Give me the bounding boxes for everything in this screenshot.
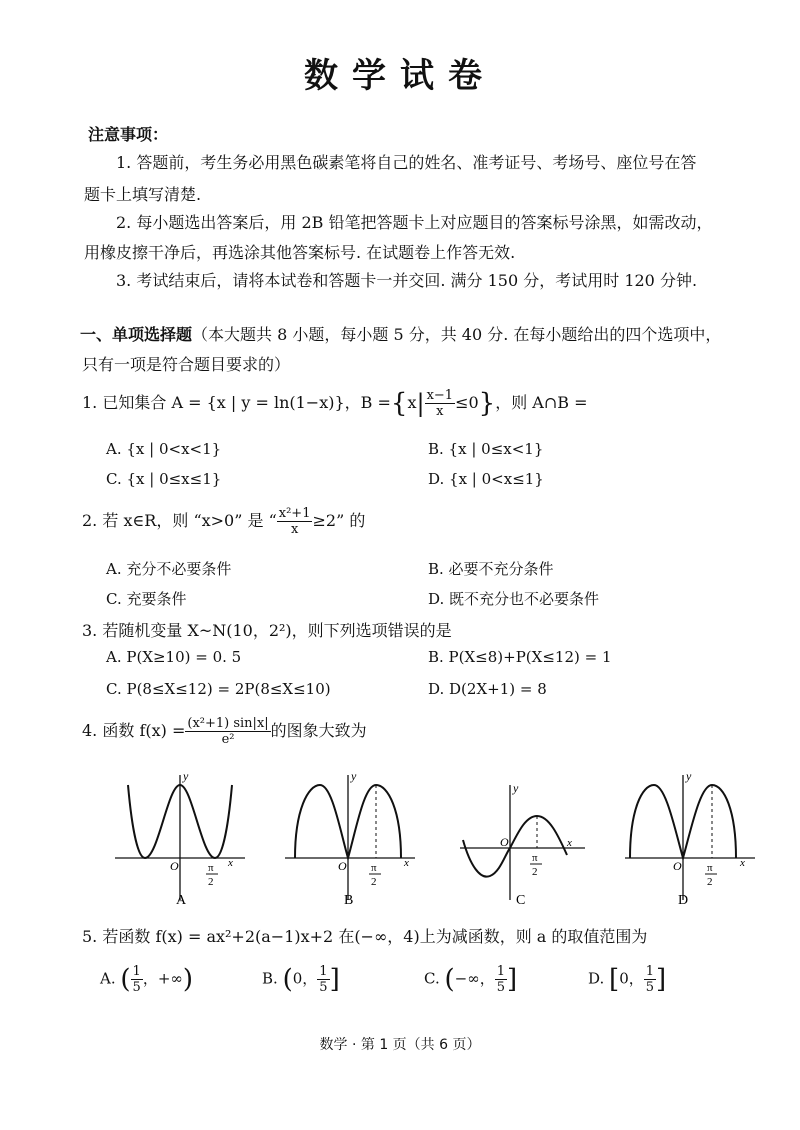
page-footer: 数学 · 第 1 页（共 6 页） bbox=[319, 1037, 481, 1053]
notice-item: 用橡皮擦干净后，再选涂其他答案标号. 在试题卷上作答无效. bbox=[84, 243, 516, 262]
q5-option-c[interactable] bbox=[424, 964, 517, 995]
y-label: y bbox=[183, 770, 189, 783]
section-heading bbox=[80, 322, 721, 345]
q3-option-c[interactable]: C. P(8≤X≤12) = 2P(8≤X≤10) bbox=[106, 680, 331, 698]
frac-num: 1 bbox=[645, 964, 655, 979]
section-note: （本大题共 8 小题，每小题 5 分，共 40 分. 在每小题给出的四个选项中， bbox=[192, 325, 722, 344]
q2-frac-num: x²+1 bbox=[278, 506, 311, 521]
x-label: x bbox=[567, 837, 572, 849]
q1-set-cond: ≤0 bbox=[455, 393, 479, 412]
q3-option-a[interactable]: A. P(X≥10) = 0. 5 bbox=[106, 648, 242, 666]
page-title: 数学试卷 bbox=[304, 56, 496, 96]
question-5-stem: 5. 若函数 f(x) = ax²+2(a−1)x+2 在(−∞，4)上为减函数，则 a 的取值范围为 bbox=[82, 927, 648, 946]
q4-frac-num: (x²+1) sin|x| bbox=[187, 716, 269, 731]
option-prefix: −∞， bbox=[454, 969, 495, 988]
pi-num: π bbox=[208, 862, 214, 874]
frac-den: 5 bbox=[645, 980, 655, 995]
q1-stem-b: ，则 A∩B = bbox=[495, 393, 588, 412]
bracket-close: ] bbox=[329, 964, 340, 995]
section-title: 一、单项选择题 bbox=[80, 325, 193, 344]
bracket-open: [ bbox=[609, 964, 620, 995]
curve bbox=[463, 816, 567, 877]
y-label: y bbox=[351, 770, 357, 783]
question-4-stem bbox=[82, 716, 367, 747]
bracket-open: ( bbox=[120, 964, 131, 995]
q1-set-var: x bbox=[407, 393, 417, 412]
bracket-close: ] bbox=[507, 964, 518, 995]
bracket-close: ] bbox=[656, 964, 667, 995]
option-prefix: 0， bbox=[292, 969, 318, 988]
origin-label: O bbox=[170, 859, 179, 873]
pi-den: 2 bbox=[532, 866, 538, 878]
notice-item: 题卡上填写清楚. bbox=[84, 185, 202, 204]
origin-label: O bbox=[673, 859, 682, 873]
q2-option-b[interactable]: B. 必要不充分条件 bbox=[428, 560, 554, 578]
x-label: x bbox=[404, 857, 409, 869]
q3-option-d[interactable]: D. D(2X+1) = 8 bbox=[428, 680, 547, 698]
q2-option-d[interactable]: D. 既不充分也不必要条件 bbox=[428, 590, 600, 608]
option-rest: ，+∞ bbox=[142, 969, 183, 988]
bracket-close: ) bbox=[182, 964, 194, 995]
graph-label: C bbox=[516, 893, 526, 908]
q4-stem-b: 的图象大致为 bbox=[270, 721, 367, 740]
q2-stem-a: 2. 若 x∈R，则 “x>0” 是 “ bbox=[82, 511, 277, 530]
frac-num: 1 bbox=[319, 964, 328, 979]
graph-label: B bbox=[344, 893, 354, 908]
notice-item: 3. 考试结束后，请将本试卷和答题卡一并交回. 满分 150 分，考试用时 120 分钟. bbox=[116, 271, 698, 290]
frac-den: 5 bbox=[132, 980, 141, 995]
frac-den: 5 bbox=[496, 980, 506, 995]
graph-label: D bbox=[678, 893, 689, 908]
graph-d[interactable] bbox=[620, 770, 760, 910]
question-2-stem bbox=[82, 506, 365, 537]
q4-frac-den: e² bbox=[221, 732, 235, 747]
pi-num: π bbox=[532, 852, 538, 864]
option-letter: B. bbox=[262, 969, 278, 988]
option-letter: C. bbox=[424, 969, 440, 988]
bracket-open: ( bbox=[282, 964, 293, 995]
pi-num: π bbox=[371, 862, 377, 874]
pi-den: 2 bbox=[707, 876, 713, 888]
frac-num: 1 bbox=[496, 964, 506, 979]
graph-a[interactable] bbox=[110, 770, 250, 910]
q1-option-d[interactable]: D. {x | 0<x≤1} bbox=[428, 470, 544, 488]
option-prefix: 0， bbox=[619, 969, 644, 988]
pi-den: 2 bbox=[371, 876, 377, 888]
q2-frac-den: x bbox=[290, 522, 299, 537]
q5-option-b[interactable] bbox=[262, 964, 340, 995]
q1-fraction bbox=[425, 388, 456, 419]
question-1-stem: 1. 已知集合 A = {x | y = ln(1−x)}，B ={x| $\frac{x-1}{x}$ ≤0}，则 A∩B = bbox=[82, 388, 588, 419]
q2-option-c[interactable]: C. 充要条件 bbox=[106, 590, 187, 608]
pi-num: π bbox=[707, 862, 713, 874]
q2-fraction bbox=[277, 506, 313, 537]
q1-option-b[interactable]: B. {x | 0≤x<1} bbox=[428, 440, 544, 458]
frac-num: 1 bbox=[132, 964, 141, 979]
q1-frac-num: x−1 bbox=[426, 388, 454, 403]
notice-item: 2. 每小题选出答案后，用 2B 铅笔把答题卡上对应题目的答案标号涂黑，如需改动， bbox=[116, 213, 713, 232]
q1-stem-a: 1. 已知集合 A = {x | y = ln(1−x)}，B = bbox=[82, 393, 391, 412]
origin-label: O bbox=[338, 859, 347, 873]
q4-fraction bbox=[185, 716, 270, 747]
q4-stem-a: 4. 函数 f(x) = bbox=[82, 721, 186, 740]
origin-label: O bbox=[500, 835, 509, 849]
option-letter: A. bbox=[100, 969, 116, 988]
q2-stem-b: ≥2” 的 bbox=[312, 511, 366, 530]
q1-option-c[interactable]: C. {x | 0≤x≤1} bbox=[106, 470, 222, 488]
frac-den: 5 bbox=[319, 980, 328, 995]
bracket-open: ( bbox=[444, 964, 455, 995]
notice-item: 1. 答题前，考生务必用黑色碳素笔将自己的姓名、准考证号、考场号、座位号在答 bbox=[116, 153, 697, 172]
x-label: x bbox=[228, 857, 233, 869]
q3-option-b[interactable]: B. P(X≤8)+P(X≤12) = 1 bbox=[428, 648, 612, 666]
graph-label: A bbox=[176, 893, 187, 908]
y-label: y bbox=[686, 770, 692, 783]
q5-option-d[interactable] bbox=[588, 964, 666, 995]
y-label: y bbox=[513, 781, 519, 795]
notice-heading: 注意事项： bbox=[88, 125, 169, 144]
q2-option-a[interactable]: A. 充分不必要条件 bbox=[106, 560, 232, 578]
q5-option-a[interactable] bbox=[100, 964, 193, 995]
section-note-2: 只有一项是符合题目要求的） bbox=[82, 355, 291, 374]
question-3-stem: 3. 若随机变量 X~N(10，2²)，则下列选项错误的是 bbox=[82, 621, 452, 640]
pi-den: 2 bbox=[208, 876, 214, 888]
graph-c[interactable] bbox=[455, 780, 595, 910]
graph-b[interactable] bbox=[280, 770, 420, 910]
option-letter: D. bbox=[588, 969, 605, 988]
x-label: x bbox=[740, 857, 745, 869]
q1-frac-den: x bbox=[436, 404, 444, 419]
q1-option-a[interactable]: A. {x | 0<x<1} bbox=[106, 440, 222, 458]
